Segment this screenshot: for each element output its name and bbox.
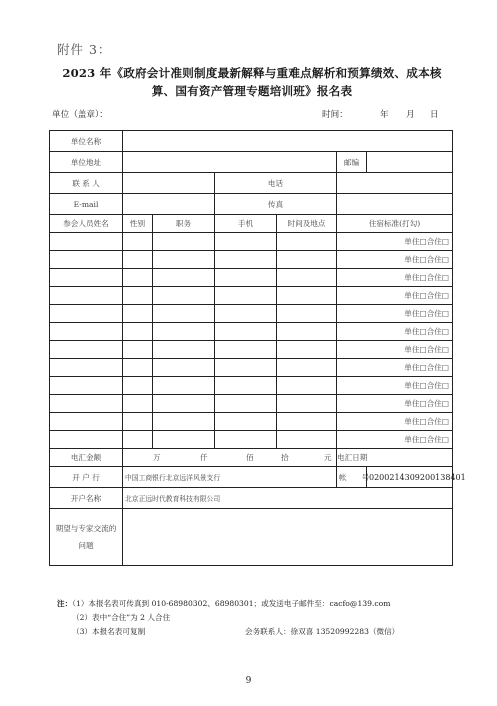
lodging-option[interactable]: 单住□合住□ — [337, 431, 453, 449]
lodging-option[interactable]: 单住□合住□ — [337, 413, 453, 431]
col-gender: 性别 — [123, 215, 153, 233]
attendee-name-cell[interactable] — [50, 341, 123, 359]
attendee-mobile-cell[interactable] — [215, 305, 277, 323]
attendee-mobile-cell[interactable] — [215, 431, 277, 449]
attendee-time-place-cell[interactable] — [277, 431, 337, 449]
attendee-gender-cell[interactable] — [123, 269, 153, 287]
fax-label: 传真 — [215, 194, 337, 215]
attendee-row — [50, 431, 453, 449]
attendee-mobile-cell[interactable] — [215, 269, 277, 287]
remit-amount-field[interactable] — [123, 449, 337, 467]
lodging-option[interactable]: 单住□合住□ — [337, 377, 453, 395]
attendee-gender-cell[interactable] — [123, 413, 153, 431]
attendee-time-place-cell[interactable] — [277, 395, 337, 413]
attendee-name-cell[interactable] — [50, 413, 123, 431]
unit-shi: 拾 — [281, 453, 289, 462]
bank-row — [50, 467, 453, 488]
attendee-mobile-cell[interactable] — [215, 287, 277, 305]
lodging-option[interactable]: 单住□合住□ — [337, 323, 453, 341]
attendee-row — [50, 377, 453, 395]
note-2 — [57, 611, 390, 625]
note-3-text: （3）本报名表可复制 — [72, 627, 146, 636]
attendee-time-place-cell[interactable] — [277, 359, 337, 377]
attendee-time-place-cell[interactable] — [277, 341, 337, 359]
notes-lead: 注： — [57, 599, 73, 608]
col-attendee-name: 参会人员姓名 — [50, 215, 123, 233]
attendee-row — [50, 269, 453, 287]
lodging-option[interactable]: 单住□合住□ — [337, 233, 453, 251]
attendee-name-cell[interactable] — [50, 287, 123, 305]
day-label: 日 — [430, 110, 439, 120]
note-1-text: （1）本报名表可传真到 010-68980302、68980301；或发送电子邮件至：cacfo@139.com — [72, 599, 391, 608]
attendee-position-cell[interactable] — [153, 359, 215, 377]
expectation-field[interactable] — [123, 509, 453, 566]
remittance-row — [50, 449, 453, 467]
attendee-gender-cell[interactable] — [123, 431, 153, 449]
lodging-option[interactable]: 单住□合住□ — [337, 269, 453, 287]
attendee-name-cell[interactable] — [50, 251, 123, 269]
email-row — [50, 194, 453, 215]
expectation-label: 期望与专家交流的问题 — [50, 509, 123, 566]
unit-address-row — [50, 152, 453, 173]
attendee-gender-cell[interactable] — [123, 377, 153, 395]
attendee-row — [50, 395, 453, 413]
note-3-contact: 会务联系人：徐双喜 13520992283（微信） — [245, 627, 400, 636]
attendee-row — [50, 359, 453, 377]
account-label: 帐 号 — [337, 467, 367, 488]
attendee-time-place-cell[interactable] — [277, 233, 337, 251]
col-time-place: 时间及地点 — [277, 215, 337, 233]
attendee-name-cell[interactable] — [50, 377, 123, 395]
year-label: 年 — [380, 110, 389, 120]
bank-value: 中国工商银行北京远洋风景支行 — [123, 467, 337, 488]
attendee-position-cell[interactable] — [153, 377, 215, 395]
document-title-line-2: 算、国有资产管理专题培训班》报名表 — [151, 84, 353, 98]
unit-address-label: 单位地址 — [50, 152, 123, 173]
attendee-name-cell[interactable] — [50, 305, 123, 323]
contact-row — [50, 173, 453, 194]
account-name-value: 北京正远时代教育科技有限公司 — [123, 488, 453, 509]
lodging-option[interactable]: 单住□合住□ — [337, 251, 453, 269]
postcode-label: 邮编 — [337, 152, 367, 173]
attendee-time-place-cell[interactable] — [277, 377, 337, 395]
unit-wan: 万 — [153, 453, 161, 462]
col-position: 职务 — [153, 215, 215, 233]
attendee-position-cell[interactable] — [153, 323, 215, 341]
unit-name-label: 单位名称 — [50, 131, 123, 152]
postcode-field[interactable] — [367, 152, 453, 173]
lodging-option[interactable]: 单住□合住□ — [337, 359, 453, 377]
phone-label: 电话 — [215, 173, 337, 194]
lodging-option[interactable]: 单住□合住□ — [337, 341, 453, 359]
unit-bai: 佰 — [246, 453, 254, 462]
attendee-row — [50, 341, 453, 359]
attendee-time-place-cell[interactable] — [277, 323, 337, 341]
attendee-time-place-cell[interactable] — [277, 269, 337, 287]
attendee-name-cell[interactable] — [50, 323, 123, 341]
attendee-mobile-cell[interactable] — [215, 323, 277, 341]
attendee-gender-cell[interactable] — [123, 395, 153, 413]
attendee-mobile-cell[interactable] — [215, 413, 277, 431]
email-field[interactable] — [123, 194, 215, 215]
attendee-gender-cell[interactable] — [123, 323, 153, 341]
remit-date-label: 电汇日期 — [337, 453, 368, 462]
lodging-option[interactable]: 单住□合住□ — [337, 395, 453, 413]
attendee-time-place-cell[interactable] — [277, 413, 337, 431]
attendee-time-place-cell[interactable] — [277, 305, 337, 323]
unit-stamp-label: 单位（盖章）： — [52, 110, 108, 120]
attendee-row — [50, 233, 453, 251]
attendee-row — [50, 323, 453, 341]
annex-label: 附件 3： — [57, 42, 112, 57]
attendee-gender-cell[interactable] — [123, 251, 153, 269]
page-number: 9 — [245, 676, 252, 686]
attendee-mobile-cell[interactable] — [215, 395, 277, 413]
attendee-name-cell[interactable] — [50, 269, 123, 287]
note-1 — [57, 597, 390, 611]
attendee-header-row — [50, 215, 453, 233]
notes-block — [57, 597, 400, 639]
attendee-row — [50, 305, 453, 323]
contact-field[interactable] — [123, 173, 215, 194]
attendee-position-cell[interactable] — [153, 341, 215, 359]
unit-name-field[interactable] — [123, 131, 453, 152]
attendee-time-place-cell[interactable] — [277, 287, 337, 305]
account-value: 0200214309200138401 — [367, 467, 453, 488]
attendee-gender-cell[interactable] — [123, 287, 153, 305]
unit-address-field[interactable] — [123, 152, 337, 173]
attendee-position-cell[interactable] — [153, 287, 215, 305]
phone-field[interactable] — [337, 173, 453, 194]
attendee-name-cell[interactable] — [50, 359, 123, 377]
attendee-row — [50, 413, 453, 431]
contact-label: 联 系 人 — [50, 173, 123, 194]
remit-date-field[interactable] — [337, 449, 453, 467]
col-lodging: 住宿标准(打勾) — [337, 215, 453, 233]
attendee-gender-cell[interactable] — [123, 305, 153, 323]
attendee-position-cell[interactable] — [153, 431, 215, 449]
remit-amount-label: 电汇金额 — [50, 449, 123, 467]
registration-form-table — [49, 130, 466, 566]
attendee-position-cell[interactable] — [153, 233, 215, 251]
email-label: E-mail — [50, 194, 123, 215]
attendee-row — [50, 287, 453, 305]
attendee-gender-cell[interactable] — [123, 341, 153, 359]
col-mobile: 手机 — [215, 215, 277, 233]
attendee-mobile-cell[interactable] — [215, 251, 277, 269]
unit-yuan: 元 — [324, 453, 332, 462]
attendee-gender-cell[interactable] — [123, 359, 153, 377]
time-label: 时间： — [322, 110, 348, 120]
note-2-text: （2）表中“合住”为 2 人合住 — [72, 613, 171, 622]
attendee-rows — [50, 233, 453, 449]
lodging-option[interactable]: 单住□合住□ — [337, 287, 453, 305]
attendee-position-cell[interactable] — [153, 305, 215, 323]
unit-name-row — [50, 131, 453, 152]
attendee-position-cell[interactable] — [153, 413, 215, 431]
account-name-label: 开户名称 — [50, 488, 123, 509]
attendee-row — [50, 251, 453, 269]
document-title-line-1: 2023 年《政府会计准则制度最新解释与重难点解析和预算绩效、成本核 — [62, 66, 442, 80]
expectation-row — [50, 509, 453, 566]
bank-label: 开 户 行 — [50, 467, 123, 488]
attendee-position-cell[interactable] — [153, 395, 215, 413]
attendee-mobile-cell[interactable] — [215, 359, 277, 377]
attendee-name-cell[interactable] — [50, 395, 123, 413]
attendee-gender-cell[interactable] — [123, 233, 153, 251]
unit-qian: 仟 — [200, 453, 208, 462]
attendee-mobile-cell[interactable] — [215, 377, 277, 395]
attendee-time-place-cell[interactable] — [277, 251, 337, 269]
attendee-mobile-cell[interactable] — [215, 341, 277, 359]
attendee-name-cell[interactable] — [50, 233, 123, 251]
note-3 — [57, 625, 400, 639]
fax-field[interactable] — [337, 194, 453, 215]
attendee-mobile-cell[interactable] — [215, 233, 277, 251]
lodging-option[interactable]: 单住□合住□ — [337, 305, 453, 323]
month-label: 月 — [406, 110, 415, 120]
attendee-name-cell[interactable] — [50, 431, 123, 449]
attendee-position-cell[interactable] — [153, 269, 215, 287]
attendee-position-cell[interactable] — [153, 251, 215, 269]
account-name-row — [50, 488, 453, 509]
